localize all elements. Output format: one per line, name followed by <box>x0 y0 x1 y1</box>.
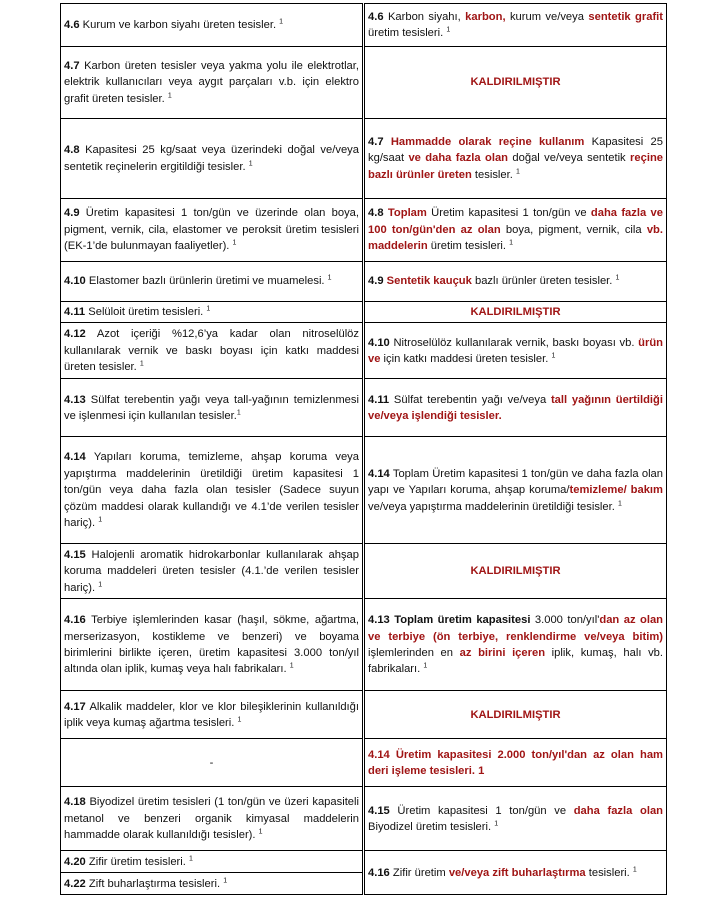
removed-label: KALDIRILMIŞTIR <box>364 691 667 739</box>
new-entry-4-13: 4.13 Toplam üretim kapasitesi 3.000 ton/yıl'dan az olan ve terbiye (ön terbiye, renklendirme ve/veya bitim) işlemlerinden en az birini içeren iplik, kumaş, halı vb. fabrikaları. $^1$ <box>364 599 667 691</box>
table-row <box>61 262 667 302</box>
old-entry-4-6: 4.6 Kurum ve karbon siyahı üreten tesisler. $^1$ <box>61 4 364 47</box>
old-entry-4-13: 4.13 Sülfat terebentin yağı veya tall-yağının temizlenmesi ve işlenmesi için kullanılan tesisler.$^1$ <box>61 379 364 437</box>
table-row <box>61 851 667 873</box>
old-entry-4-15: 4.15 Halojenli aromatik hidrokarbonlar kullanılarak ahşap koruma maddeleri üreten tesisler (4.1.’de verilen tesisler hariç). $^1$ <box>61 544 364 599</box>
new-entry-4-14: 4.14 Toplam Üretim kapasitesi 1 ton/gün ve daha fazla olan yapı ve Yapıları koruma, ahşap koruma/temizleme/ bakım ve/veya yapıştırma maddelerinin üretildiği tesisler. $^1$ <box>364 437 667 544</box>
new-entry-4-11: 4.11 Sülfat terebentin yağı ve/veya tall yağının üertildiği ve/veya işlendiği tesisler. <box>364 379 667 437</box>
new-entry-4-9: 4.9 Sentetik kauçuk bazlı ürünler üreten tesisler. $^1$ <box>364 262 667 302</box>
table-row <box>61 199 667 262</box>
old-entry-4-10: 4.10 Elastomer bazlı ürünlerin üretimi ve muamelesi. $^1$ <box>61 262 364 302</box>
removed-label: KALDIRILMIŞTIR <box>364 544 667 599</box>
table-row <box>61 47 667 119</box>
table-row <box>61 544 667 599</box>
removed-label: KALDIRILMIŞTIR <box>364 47 667 119</box>
new-entry-4-10: 4.10 Nitroselülöz kullanılarak vernik, baskı boyası vb. ürün ve için katkı maddesi üreten tesisler. $^1$ <box>364 323 667 379</box>
new-entry-4-15: 4.15 Üretim kapasitesi 1 ton/gün ve daha fazla olan Biyodizel üretim tesisleri. $^1$ <box>364 787 667 851</box>
old-entry-4-14: 4.14 Yapıları koruma, temizleme, ahşap koruma veya yapıştırma maddelerinin üretildiği üretim kapasitesi 1 ton/gün veya daha fazla olan tesisler (Sadece suyun çözüm maddesi olarak kullandığı ve 4.1’de verilen tesisler hariç). $^1$ <box>61 437 364 544</box>
new-entry-4-8: 4.8 Toplam Üretim kapasitesi 1 ton/gün ve daha fazla ve 100 ton/gün'den az olan boya, pigment, vernik, cila vb. maddelerin üretim tesisleri. $^1$ <box>364 199 667 262</box>
table-row <box>61 4 667 47</box>
new-entry-4-7: 4.7 Hammadde olarak reçine kullanım Kapasitesi 25 kg/saat ve daha fazla olan doğal ve/veya sentetik reçine bazlı ürünler üreten tesisler. $^1$ <box>364 119 667 199</box>
table-row <box>61 302 667 323</box>
old-entry-4-9: 4.9 Üretim kapasitesi 1 ton/gün ve üzerinde olan boya, pigment, vernik, cila, elastomer ve peroksit üretim tesisleri (EK-1’de bulunmayan faaliyetler). $^1$ <box>61 199 364 262</box>
old-entry-4-8: 4.8 Kapasitesi 25 kg/saat veya üzerindeki doğal ve/veya sentetik reçinelerin ergitildiği tesisler. $^1$ <box>61 119 364 199</box>
table-row <box>61 787 667 851</box>
old-entry-4-16: 4.16 Terbiye işlemlerinden kasar (haşıl, sökme, ağartma, merserizasyon, kostikleme ve benzeri) ve boyama birimlerini birlikte içeren, üretim kapasitesi 3.000 ton/yıl altında olan iplik, kumaş veya halı fabrikaları. $^1$ <box>61 599 364 691</box>
old-entry-4-12: 4.12 Azot içeriği %12,6’ya kadar olan nitroselülöz kullanılarak vernik ve baskı boyası için katkı maddesi üreten tesisler. $^1$ <box>61 323 364 379</box>
old-entry-4-22: 4.22 Zift buharlaştırma tesisleri. $^1$ <box>61 873 364 895</box>
old-entry-4-7: 4.7 Karbon üreten tesisler veya yakma yolu ile elektrotlar, elektrik kullanıcıları veya aygıt parçaları v.b. için elektro grafit üreten tesisler. $^1$ <box>61 47 364 119</box>
empty-entry: - <box>61 739 364 787</box>
table-row <box>61 119 667 199</box>
old-entry-4-11: 4.11 Selüloit üretim tesisleri. $^1$ <box>61 302 364 323</box>
new-entry-4-14-deri: 4.14 Üretim kapasitesi 2.000 ton/yıl'dan az olan ham deri işleme tesisleri. 1 <box>364 739 667 787</box>
table-row <box>61 323 667 379</box>
comparison-table <box>60 3 667 895</box>
old-entry-4-20: 4.20 Zifir üretim tesisleri. $^1$ <box>61 851 364 873</box>
table-row <box>61 437 667 544</box>
table-row <box>61 379 667 437</box>
new-entry-4-16: 4.16 Zifir üretim ve/veya zift buharlaştırma tesisleri. $^1$ <box>364 851 667 895</box>
new-entry-4-6: 4.6 Karbon siyahı, karbon, kurum ve/veya sentetik grafit üretim tesisleri. $^1$ <box>364 4 667 47</box>
old-entry-4-18: 4.18 Biyodizel üretim tesisleri (1 ton/gün ve üzeri kapasiteli metanol ve benzeri organik kimyasal maddelerin hammadde olarak kullanıldığı tesisler). $^1$ <box>61 787 364 851</box>
table-row <box>61 599 667 691</box>
table-row <box>61 691 667 739</box>
removed-label: KALDIRILMIŞTIR <box>364 302 667 323</box>
table-row <box>61 739 667 787</box>
old-entry-4-17: 4.17 Alkalik maddeler, klor ve klor bileşiklerinin kullanıldığı iplik veya kumaş ağartma tesisleri. $^1$ <box>61 691 364 739</box>
